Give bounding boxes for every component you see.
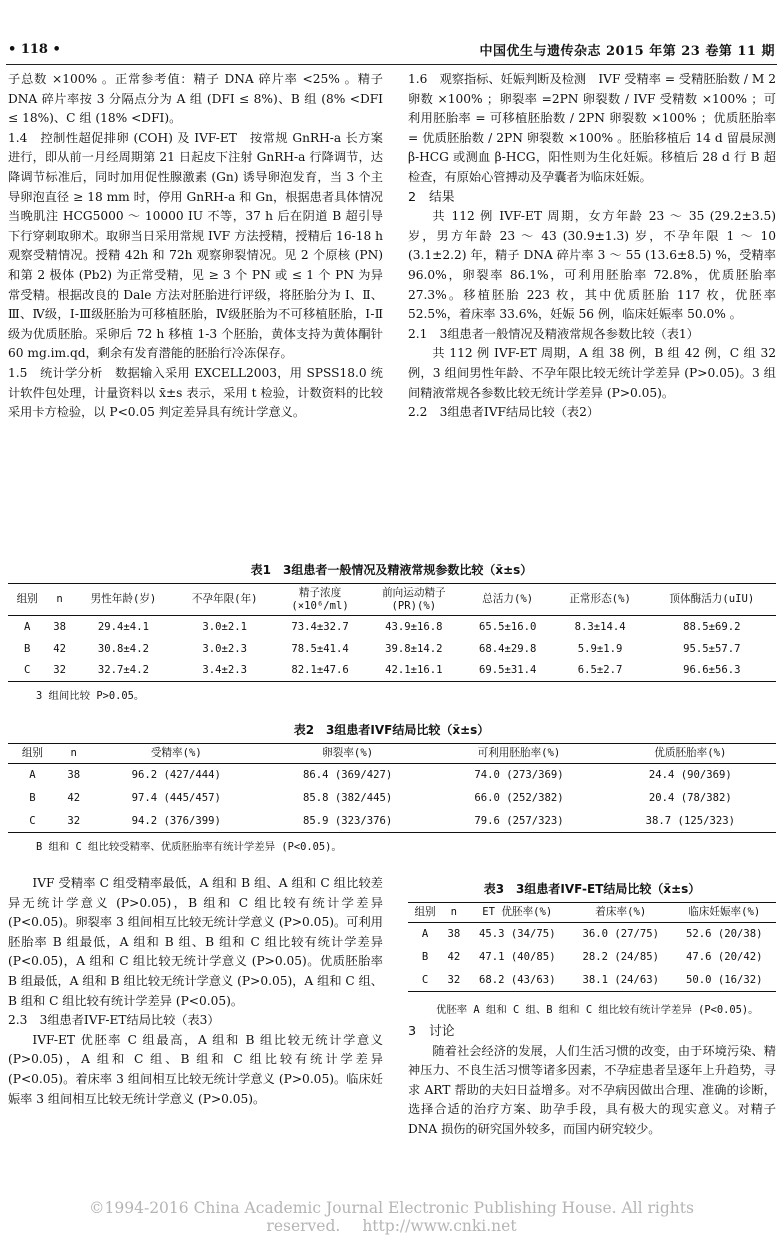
- table1-col-progressive: 前向运动精子 (PR)(%): [382, 586, 446, 612]
- section-2-1-text: 共 112 例 IVF-ET 周期，A 组 38 例，B 组 42 例，C 组 32 例，3 组间男性年龄、不孕年限比较无统计学差异 (P>0.05)。3 组间精液常规各参数比较无统计学差异 (P>0.05)。: [408, 346, 776, 400]
- table1-col-total-motility: 总活力(%): [482, 593, 534, 605]
- table2-cell: B: [29, 792, 36, 804]
- table2-cell: 66.0 (252/382): [474, 792, 564, 804]
- table3-cell: 45.3 (34/75): [479, 928, 556, 941]
- table3-cell: 38.1 (24/63): [582, 973, 660, 986]
- table1-row: [8, 616, 776, 638]
- table1-cell: 3.4±2.3: [202, 664, 247, 677]
- table1-cell: 38: [53, 620, 66, 633]
- table2-note: B 组和 C 组比较受精率、优质胚胎率有统计学差异 (P<0.05)。: [36, 841, 342, 853]
- section-2-heading: 2 结果: [408, 189, 455, 205]
- table1-col-n: n: [56, 593, 63, 605]
- section-1-6: [408, 70, 776, 188]
- table2-col-usable-embryo: 可利用胚胎率(%): [477, 747, 561, 759]
- table2-col-quality-embryo: 优质胚胎率(%): [654, 747, 727, 759]
- left-column-bottom: [8, 874, 383, 1109]
- table2-header-row: [8, 744, 776, 764]
- table1-cell: 30.8±4.2: [97, 642, 149, 655]
- table2-col-n: n: [70, 747, 77, 759]
- table2-cell: 42: [67, 792, 81, 804]
- paragraph-ivf-et-outcome: IVF-ET 优胚率 C 组最高，A 组和 B 组比较无统计学意义 (P>0.05)，A 组和 C 组、B 组和 C 组比较有统计学差异 (P<0.05)。着床率 3 组间相互比较无统计学意义 (P>0.05)。临床妊娠率 3 组间相互比较无统计学意义 (P>0.05)。: [8, 1032, 383, 1106]
- table2-row: [8, 764, 776, 787]
- table2-title: 表2 3组患者IVF结局比较（x̄±s）: [293, 723, 490, 737]
- table3-cell: 38: [447, 928, 461, 941]
- table1-row: [8, 660, 776, 682]
- table1-header-row: [8, 584, 776, 616]
- table3-row: [408, 923, 776, 946]
- table2-cell: 97.4 (445/457): [131, 792, 221, 804]
- copyright-text: ©1994-2016 China Academic Journal Electronic Publishing House. All rights reserved.: [89, 1199, 694, 1235]
- section-1-4: [8, 129, 383, 364]
- table3-cell: A: [421, 928, 429, 941]
- table1-cell: 32.7±4.2: [97, 664, 149, 677]
- table2-cell: 32: [67, 814, 81, 827]
- journal-title: 中国优生与遗传杂志 2015 年第 23 卷第 11 期: [479, 44, 775, 59]
- table1-cell: 82.1±47.6: [291, 664, 349, 677]
- table1-cell: B: [23, 642, 31, 655]
- right-column-bottom: [408, 1022, 776, 1140]
- section-1-4-heading: 1.4 控制性超促排卵 (COH) 及 IVF-ET: [8, 130, 237, 145]
- table1-cell: 43.9±16.8: [385, 620, 443, 633]
- table1-title: 表1 3组患者一般情况及精液常规参数比较（x̄±s）: [250, 563, 533, 577]
- table2-cell: 94.2 (376/399): [131, 814, 221, 827]
- table1-cell: C: [23, 664, 31, 677]
- table1-cell: 78.5±41.4: [291, 642, 349, 655]
- table3-col-clinical-pregnancy: 临床妊娠率(%): [688, 906, 761, 918]
- table2-col-group: 组别: [21, 747, 44, 759]
- table1-cell: 65.5±16.0: [478, 620, 537, 633]
- section-2-2-heading: 2.2 3组患者IVF结局比较（表2）: [408, 405, 600, 420]
- table3-row: [408, 946, 776, 969]
- right-column-top: [408, 70, 776, 423]
- section-1-4-text: 按常规 GnRH-a 长方案进行，即从前一月经周期第 21 日起皮下注射 GnRH-a 行降调节，达降调节标准后，同时加用促性腺激素 (Gn) 诱导卵泡发育，当 3 个主导卵泡直径 ≥ 18 mm 时，停用 GnRH-a 和 Gn，根据患者具体情况当晚肌注 HCG5000 ～ 10000 IU 不等，37 h 后在阴道 B 超引导下行穿刺取卵术。取卵当日采用常规 IVF 方法授精，授精后 16-18 h 观察受精情况。授精 42h 和 72h 观察卵裂情况。见 2 个原核 (PN) 和第 2 极体 (Pb2) 为正常受精，见 ≥ 3 个 PN 或 ≤ 1 个 PN 为异常受精。根据改良的 Dale 方法对胚胎进行评级，将胚胎分为 Ⅰ、Ⅱ、Ⅲ、Ⅳ级，Ⅰ-Ⅲ级胚胎为可移植胚胎，Ⅳ级胚胎为不可移植胚胎，Ⅰ-Ⅱ级为优质胚胎。采卵后 72 h 移植 1-3 个胚胎，黄体支持为黄体酮针 60 mg.im.qd，剩余有发育潜能的胚胎行冷冻保存。: [8, 130, 383, 361]
- table3-note: 优胚率 A 组和 C 组、B 组和 C 组比较有统计学差异 (P<0.05)。: [436, 1004, 759, 1016]
- table2-row: [8, 810, 776, 833]
- table1-cell: 32: [53, 664, 66, 677]
- table3: [408, 902, 776, 992]
- section-1-6-heading: 1.6 观察指标、妊娠判断及检测: [408, 72, 587, 86]
- table3-cell: 42: [447, 951, 461, 963]
- table1-col-acrosin: 顶体酶活力(uIU): [669, 593, 755, 605]
- table2-cell: 38.7 (125/323): [645, 814, 735, 827]
- table3-cell: 28.2 (24/85): [582, 951, 660, 963]
- table3-cell: 36.0 (27/75): [582, 928, 660, 941]
- table1-col-concentration: 精子浓度 (×10⁶/ml): [291, 586, 349, 612]
- paragraph-ivf-outcome: IVF 受精率 C 组受精率最低，A 组和 B 组、A 组和 C 组比较差异无统计学意义 (P>0.05)，B 组和 C 组比较有统计学差异 (P<0.05)。卵裂率 3 组间相互比较无统计学意义 (P>0.05)。可利用胚胎率 B 组最低，A 组和 B 组、B 组和 C 组比较有统计学差异 (P<0.05)，A 组和 C 组比较无统计学意义 (P>0.05)。优质胚胎率 B 组最低，A 组和 B 组比较无统计学意义 (P>0.05)，A 组和 C 组、B 组和 C 组比较有统计学差异 (P<0.05)。: [8, 876, 383, 1008]
- table3-cell: 47.6 (20/42): [685, 951, 763, 963]
- table1-cell: 42: [53, 642, 66, 655]
- table3-cell: 47.1 (40/85): [479, 951, 556, 963]
- table3-cell: 68.2 (43/63): [479, 973, 556, 986]
- table2-cell: C: [29, 814, 36, 827]
- section-3-text: 随着社会经济的发展，人们生活习惯的改变，由于环境污染、精神压力、不良生活习惯等诸多因素，不孕症患者呈逐年上升趋势，寻求 ART 帮助的夫妇日益增多。对不孕病因做出合理、准确的诊断，选择合适的治疗方案、助孕手段，具有极大的现实意义。对精子 DNA 损伤的研究国外较多，而国内研究较少。: [408, 1043, 776, 1136]
- table3-header-row: [408, 903, 776, 923]
- table2-cell: 74.0 (273/369): [474, 769, 564, 782]
- table2-cell: 24.4 (90/369): [648, 769, 732, 782]
- table2: [8, 743, 776, 833]
- table2-col-cleavage: 卵裂率(%): [322, 747, 374, 759]
- table1-cell: 6.5±2.7: [577, 664, 623, 677]
- table1-cell: 42.1±16.1: [385, 664, 443, 677]
- page-number: • 118 •: [8, 42, 61, 57]
- table3-col-implantation: 着床率(%): [595, 906, 647, 918]
- table2-cell: 85.8 (382/445): [302, 792, 393, 804]
- table1-cell: 73.4±32.7: [291, 620, 349, 633]
- table3-row: [408, 969, 776, 992]
- table3-cell: 50.0 (16/32): [685, 973, 763, 986]
- cnki-link[interactable]: http://www.cnki.net: [362, 1217, 517, 1235]
- table3-title: 表3 3组患者IVF-ET结局比较（x̄±s）: [483, 882, 701, 896]
- table2-row: [8, 787, 776, 810]
- table1-cell: 95.5±57.7: [683, 642, 741, 655]
- table2-cell: 96.2 (427/444): [131, 769, 221, 782]
- table1-col-normal-morphology: 正常形态(%): [569, 593, 631, 605]
- table1-cell: 29.4±4.1: [97, 620, 149, 633]
- table2-cell: 79.6 (257/323): [474, 814, 564, 827]
- section-3-heading: 3 讨论: [408, 1024, 455, 1039]
- table1-cell: 96.6±56.3: [683, 664, 741, 677]
- section-1-5-heading: 1.5 统计学分析: [8, 365, 103, 380]
- table1-col-male-age: 男性年龄(岁): [90, 593, 157, 605]
- table1-cell: 3.0±2.1: [202, 620, 247, 633]
- table3-col-group: 组别: [414, 906, 436, 918]
- table3-cell: 32: [447, 973, 461, 986]
- section-2-text: 共 112 例 IVF-ET 周期，女方年龄 23 ～ 35 (29.2±3.5) 岁，男方年龄 23 ～ 43 (30.9±1.3) 岁，不孕年限 1 ～ 10 (3.1±2.2) 年，精子 DNA 碎片率 3 ～ 55 (13.6±8.5) %，受精率 96.0%，卵裂率 86.1%，可利用胚胎率 72.8%，优质胚胎率 27.3%。移植胚胎 223 枚，其中优质胚胎 117 枚，优胚率 52.5%，着床率 33.6%，妊娠 56 例，临床妊娠率 50.0% 。: [408, 209, 776, 322]
- section-2-3-heading: 2.3 3组患者IVF-ET结局比较（表3）: [8, 1013, 220, 1028]
- table3-cell: C: [421, 973, 429, 986]
- table2-cell: 86.4 (369/427): [302, 769, 393, 782]
- table2-cell: 20.4 (78/382): [648, 792, 732, 804]
- section-1-6-text: IVF 受精率 = 受精胚胎数 / M 2 卵数 ×100% ；卵裂率 =2PN 卵裂数 / IVF 受精数 ×100% ；可利用胚胎率 = 可移植胚胎数 / 2PN 卵裂数 ×100% ；优质胚胎率 = 优质胚胎数 / 2PN 卵裂数 ×100% 。胚胎移植后 14 d 留晨尿测 β-HCG 或测血 β-HCG，阳性则为生化妊娠。移植后 28 d 行 B 超检查，有原始心管搏动及孕囊者为临床妊娠。: [408, 72, 776, 184]
- section-1-5: [8, 364, 383, 423]
- section-1-5-text: 数据输入采用 EXCELL2003，用 SPSS18.0 统计软件包处理，计量资料以 x̄±s 表示，采用 t 检验，计数资料的比较采用卡方检验，以 P<0.05 判定差异具有统计学意义。: [8, 365, 383, 420]
- paragraph-dfi-groups: 子总数 ×100% 。正常参考值：精子 DNA 碎片率 <25% 。精子 DNA 碎片率按 3 分隔点分为 A 组 (DFI ≤ 8%)、B 组 (8% <DFI ≤ 18%)、C 组 (18% <DFI)。: [8, 72, 383, 126]
- table2-cell: 38: [67, 769, 81, 782]
- table3-cell: 52.6 (20/38): [685, 928, 763, 941]
- table1-cell: 5.9±1.9: [577, 642, 623, 655]
- table3-col-n: n: [450, 906, 458, 918]
- left-column-top: [8, 70, 383, 423]
- table1-cell: 69.5±31.4: [478, 664, 537, 677]
- table1-cell: 3.0±2.3: [202, 642, 247, 655]
- table3-cell: B: [421, 951, 429, 963]
- table1-cell: A: [23, 620, 31, 633]
- table1-row: [8, 638, 776, 660]
- table1-cell: 8.3±14.4: [574, 620, 626, 633]
- table2-col-fertilization: 受精率(%): [150, 747, 202, 759]
- table1-col-group: 组别: [16, 593, 38, 605]
- section-2-1-heading: 2.1 3组患者一般情况及精液常规各参数比较（表1）: [408, 326, 699, 341]
- table1-cell: 88.5±69.2: [683, 620, 741, 633]
- table2-cell: A: [29, 769, 36, 782]
- table3-col-et-quality: ET 优胚率(%): [482, 906, 553, 918]
- header-rule: [6, 64, 777, 65]
- table2-cell: 85.9 (323/376): [302, 814, 393, 827]
- table1-cell: 39.8±14.2: [385, 642, 443, 655]
- table1: [8, 583, 776, 682]
- table1-note: 3 组间比较 P>0.05。: [36, 690, 145, 702]
- table1-cell: 68.4±29.8: [478, 642, 537, 655]
- table1-col-infertility-years: 不孕年限(年): [191, 593, 258, 605]
- copyright-footer: [0, 1199, 783, 1235]
